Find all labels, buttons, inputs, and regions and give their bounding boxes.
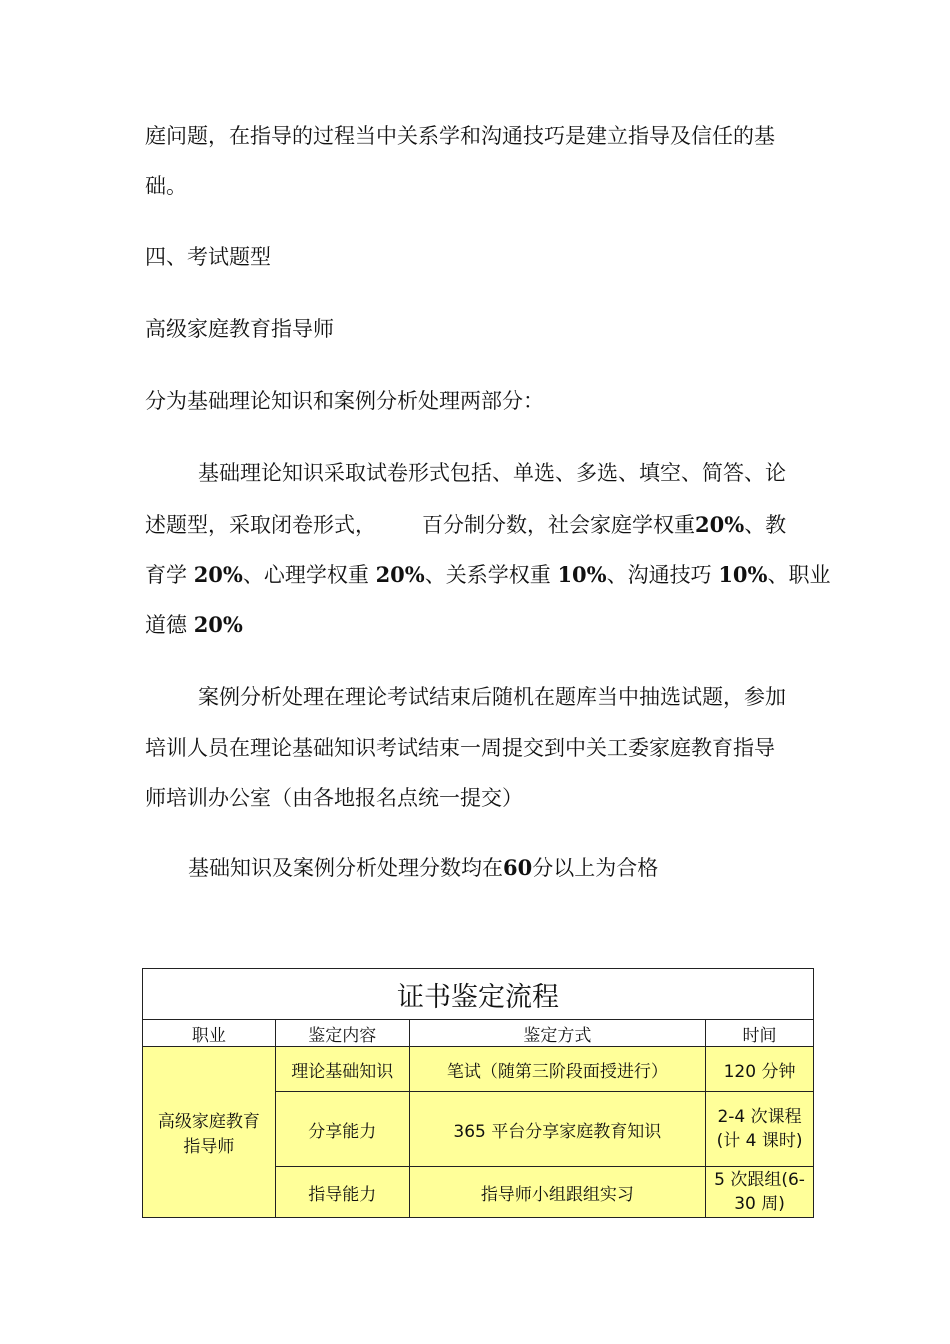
content-cell: 分享能力 <box>275 1092 409 1167</box>
weight-value: 20% <box>193 562 243 587</box>
sub-title: 高级家庭教育指导师 <box>145 317 334 341</box>
content-cell: 指导能力 <box>275 1167 409 1218</box>
text-span: 分以上为合格 <box>532 856 659 880</box>
weight-value: 20% <box>375 562 425 587</box>
text-span: 、教 <box>744 513 787 537</box>
text-span: 、关系学权重 <box>424 563 551 587</box>
paragraph-line: 庭问题，在指导的过程当中关系学和沟通技巧是建立指导及信任的基 <box>145 124 775 148</box>
text-span: 道德 <box>145 613 187 637</box>
header-time: 时间 <box>706 1020 814 1047</box>
text-span: 育学 <box>145 563 187 587</box>
time-cell: 120 分钟 <box>706 1047 814 1092</box>
method-cell: 指导师小组跟组实习 <box>409 1167 706 1218</box>
table-title: 证书鉴定流程 <box>143 969 814 1020</box>
time-cell: 2-4 次课程(计 4 课时) <box>706 1092 814 1167</box>
text-span: 百分制分数，社会家庭学权重 <box>422 513 695 537</box>
paragraph-line: 师培训办公室（由各地报名点统一提交） <box>145 786 523 810</box>
weight-value: 20% <box>193 612 243 637</box>
text-span: 述题型，采取闭卷形式， <box>145 513 376 537</box>
text-span: 、职业 <box>767 563 831 587</box>
table-header-row <box>143 1020 814 1047</box>
pass-criteria <box>188 853 658 883</box>
weight-value: 20% <box>695 512 745 537</box>
occupation-cell: 高级家庭教育指导师 <box>143 1047 276 1218</box>
paragraph-line <box>145 510 786 540</box>
table-row <box>143 1047 814 1092</box>
weight-value: 10% <box>718 562 768 587</box>
paragraph-line: 培训人员在理论基础知识考试结束一周提交到中关工委家庭教育指导 <box>145 736 775 760</box>
paragraph-line: 础。 <box>145 174 187 198</box>
method-cell: 笔试（随第三阶段面授进行） <box>409 1047 706 1092</box>
time-cell: 5 次跟组(6-30 周) <box>706 1167 814 1218</box>
paragraph-line: 基础理论知识采取试卷形式包括、单选、多选、填空、简答、论 <box>198 461 786 485</box>
pass-score: 60 <box>503 855 533 880</box>
text-span: 、沟通技巧 <box>606 563 712 587</box>
header-occupation: 职业 <box>143 1020 276 1047</box>
text-span: 、心理学权重 <box>242 563 369 587</box>
content-cell: 理论基础知识 <box>275 1047 409 1092</box>
method-cell: 365 平台分享家庭教育知识 <box>409 1092 706 1167</box>
intro-text: 分为基础理论知识和案例分析处理两部分： <box>145 389 544 413</box>
text-span: 基础知识及案例分析处理分数均在 <box>188 856 503 880</box>
paragraph-line: 案例分析处理在理论考试结束后随机在题库当中抽选试题，参加 <box>198 685 786 709</box>
certification-process-table <box>142 968 814 1218</box>
section-heading: 四、考试题型 <box>145 245 271 269</box>
paragraph-line <box>145 610 243 640</box>
paragraph-line <box>145 560 831 590</box>
header-content: 鉴定内容 <box>275 1020 409 1047</box>
weight-value: 10% <box>557 562 607 587</box>
header-method: 鉴定方式 <box>409 1020 706 1047</box>
